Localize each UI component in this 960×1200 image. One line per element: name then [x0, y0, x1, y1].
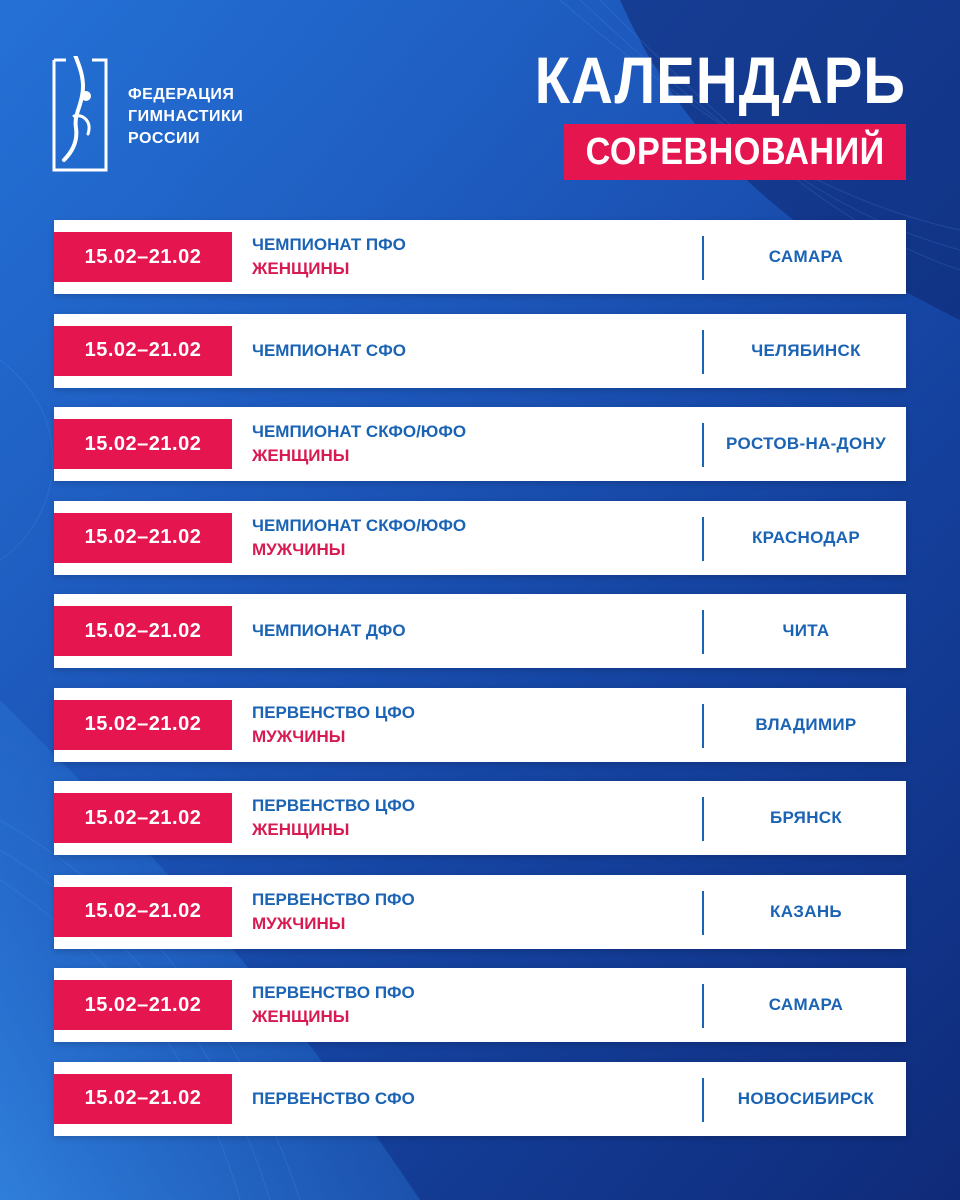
gymnast-emblem-icon — [52, 56, 108, 172]
event-info — [252, 407, 692, 481]
row-divider — [702, 330, 704, 374]
event-title: ПЕРВЕНСТВО ЦФО — [252, 796, 415, 815]
event-city: КРАСНОДАР — [751, 527, 861, 547]
row-divider — [702, 423, 704, 467]
federation-logo — [52, 34, 252, 174]
event-city: БРЯНСК — [769, 808, 843, 827]
event-row — [54, 407, 906, 481]
event-date: 15.02–21.02 — [54, 980, 232, 1030]
logo-text — [128, 84, 243, 150]
event-category: ЖЕНЩИНЫ — [252, 820, 350, 839]
event-date: 15.02–21.02 — [54, 887, 232, 937]
event-row — [54, 688, 906, 762]
event-city: КАЗАНЬ — [770, 901, 842, 921]
event-category: МУЖЧИНЫ — [252, 539, 346, 559]
row-divider — [702, 704, 704, 748]
event-city: ЧИТА — [782, 621, 830, 640]
event-info — [252, 314, 692, 388]
row-divider — [702, 1078, 704, 1122]
row-divider — [702, 797, 704, 841]
row-divider — [702, 610, 704, 654]
event-city: НОВОСИБИРСК — [737, 1088, 875, 1108]
event-title: ЧЕМПИОНАТ СКФО/ЮФО — [252, 515, 467, 535]
logo-line-2: ГИМНАСТИКИ — [128, 108, 244, 125]
event-title: ЧЕМПИОНАТ СФО — [252, 340, 406, 360]
event-title: ЧЕМПИОНАТ СКФО/ЮФО — [252, 422, 467, 441]
event-title: ПЕРВЕНСТВО СФО — [252, 1088, 415, 1108]
event-info — [252, 594, 692, 668]
event-info — [252, 220, 692, 294]
event-title: ПЕРВЕНСТВО ЦФО — [252, 702, 415, 722]
event-city: САМАРА — [768, 995, 844, 1014]
event-category: ЖЕНЩИНЫ — [252, 446, 350, 465]
row-divider — [702, 891, 704, 935]
event-row — [54, 594, 906, 668]
event-info — [252, 1062, 692, 1136]
event-date: 15.02–21.02 — [54, 793, 232, 843]
row-divider — [702, 236, 704, 280]
events-list — [54, 220, 906, 1155]
event-info — [252, 875, 692, 949]
logo-line-3: РОССИИ — [128, 130, 201, 147]
logo-line-1: ФЕДЕРАЦИЯ — [128, 86, 235, 103]
page-subtitle-box — [564, 124, 906, 180]
event-date: 15.02–21.02 — [54, 606, 232, 656]
event-date: 15.02–21.02 — [54, 1074, 232, 1124]
event-date: 15.02–21.02 — [54, 419, 232, 469]
event-date: 15.02–21.02 — [54, 232, 232, 282]
event-info — [252, 781, 692, 855]
event-city: САМАРА — [768, 247, 844, 266]
event-info — [252, 688, 692, 762]
event-info — [252, 501, 692, 575]
event-city: ВЛАДИМИР — [755, 714, 857, 734]
event-date: 15.02–21.02 — [54, 326, 232, 376]
event-city: ЧЕЛЯБИНСК — [751, 340, 861, 360]
event-category: МУЖЧИНЫ — [252, 913, 346, 933]
event-title: ПЕРВЕНСТВО ПФО — [252, 889, 415, 909]
row-divider — [702, 984, 704, 1028]
event-date: 15.02–21.02 — [54, 700, 232, 750]
event-row — [54, 968, 906, 1042]
event-date: 15.02–21.02 — [54, 513, 232, 563]
event-category: ЖЕНЩИНЫ — [252, 1007, 350, 1026]
row-divider — [702, 517, 704, 561]
page-title: КАЛЕНДАРЬ — [534, 43, 906, 117]
event-row — [54, 781, 906, 855]
event-title: ЧЕМПИОНАТ ДФО — [252, 621, 406, 640]
event-title: ПЕРВЕНСТВО ПФО — [252, 983, 415, 1002]
event-category: ЖЕНЩИНЫ — [252, 259, 350, 278]
event-category: МУЖЧИНЫ — [252, 726, 346, 746]
event-row — [54, 314, 906, 388]
event-title: ЧЕМПИОНАТ ПФО — [252, 235, 406, 254]
event-row — [54, 220, 906, 294]
event-row — [54, 875, 906, 949]
event-row — [54, 1062, 906, 1136]
page-subtitle: СОРЕВНОВАНИЙ — [585, 130, 885, 173]
event-row — [54, 501, 906, 575]
event-city: РОСТОВ-НА-ДОНУ — [726, 434, 886, 453]
event-info — [252, 968, 692, 1042]
